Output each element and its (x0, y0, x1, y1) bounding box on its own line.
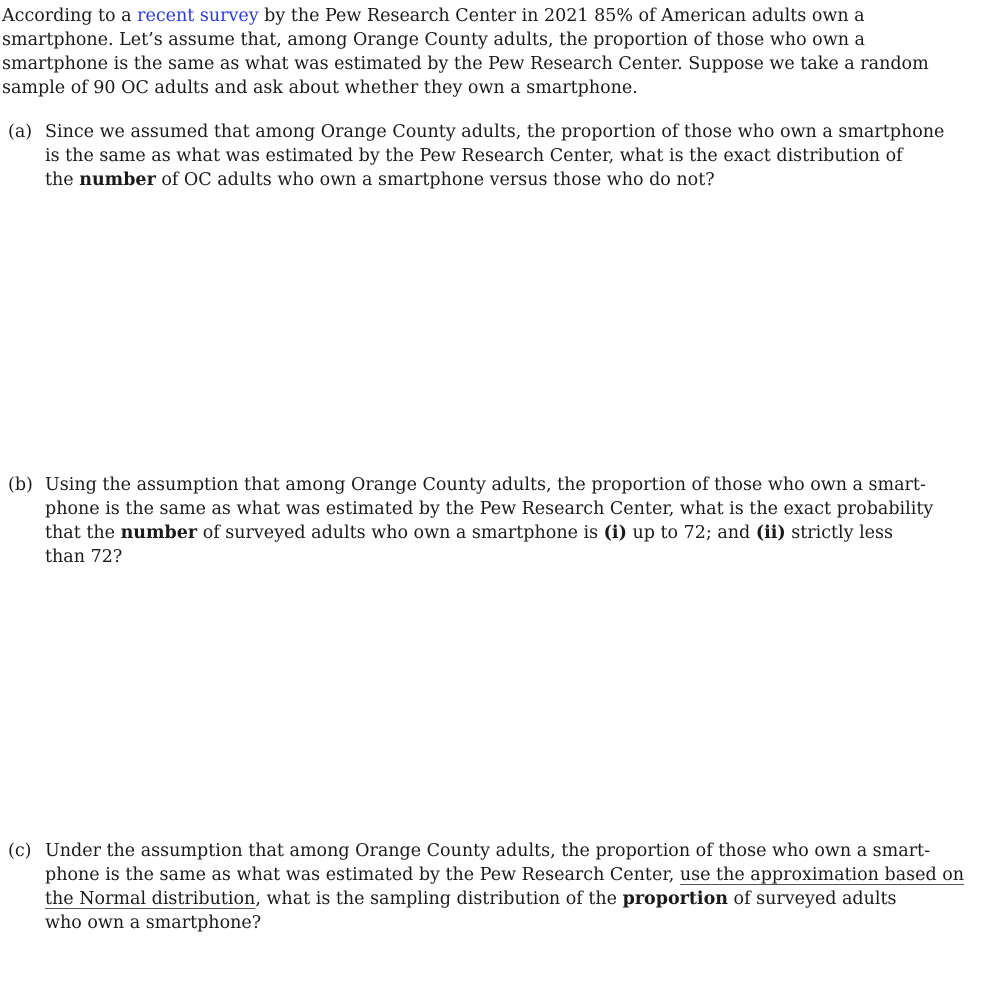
intro-line-4: sample of 90 OC adults and ask about whether they own a smartphone. (2, 78, 638, 98)
question-a-line-3: the number of OC adults who own a smartphone versus those who do not? (45, 170, 715, 190)
intro-text: According to a (2, 6, 138, 26)
underlined-instruction: the Normal distribution (45, 889, 256, 909)
question-c-line-4: who own a smartphone? (45, 913, 262, 933)
emphasis-number: number (120, 523, 198, 543)
underlined-instruction: use the approximation based on (679, 865, 965, 885)
question-c-label: (c) (8, 841, 32, 861)
question-a-line-1: Since we assumed that among Orange County adults, the proportion of those who own a smartphone (45, 122, 945, 142)
question-a-line-2: is the same as what was estimated by the Pew Research Center, what is the exact distribution of (45, 146, 903, 166)
question-b-line-4: than 72? (45, 547, 123, 567)
question-a-label: (a) (8, 122, 33, 142)
recent-survey-link[interactable]: recent survey (137, 6, 259, 26)
intro-line-1 (2, 4, 865, 28)
emphasis-ii: (ii) (755, 523, 786, 543)
question-c-line-2: phone is the same as what was estimated by the Pew Research Center, use the approximation based on (45, 865, 965, 885)
intro-line-2: smartphone. Let’s assume that, among Orange County adults, the proportion of those who own a (2, 30, 865, 50)
emphasis-proportion: proportion (622, 889, 728, 909)
intro-line-3: smartphone is the same as what was estimated by the Pew Research Center. Suppose we take a random (2, 54, 929, 74)
question-c-line-3: the Normal distribution, what is the sampling distribution of the proportion of surveyed adults (45, 889, 897, 909)
question-b-line-2: phone is the same as what was estimated by the Pew Research Center, what is the exact probability (45, 499, 934, 519)
question-b-line-1: Using the assumption that among Orange County adults, the proportion of those who own a smart- (45, 475, 926, 495)
question-b-label: (b) (8, 475, 33, 495)
question-b-line-3: that the number of surveyed adults who own a smartphone is (i) up to 72; and (ii) strictly less (45, 523, 894, 543)
intro-text: by the Pew Research Center in 2021 85% of American adults own a (258, 6, 865, 26)
emphasis-number: number (79, 170, 156, 190)
emphasis-i: (i) (603, 523, 627, 543)
question-c-line-1: Under the assumption that among Orange County adults, the proportion of those who own a smart- (45, 841, 931, 861)
